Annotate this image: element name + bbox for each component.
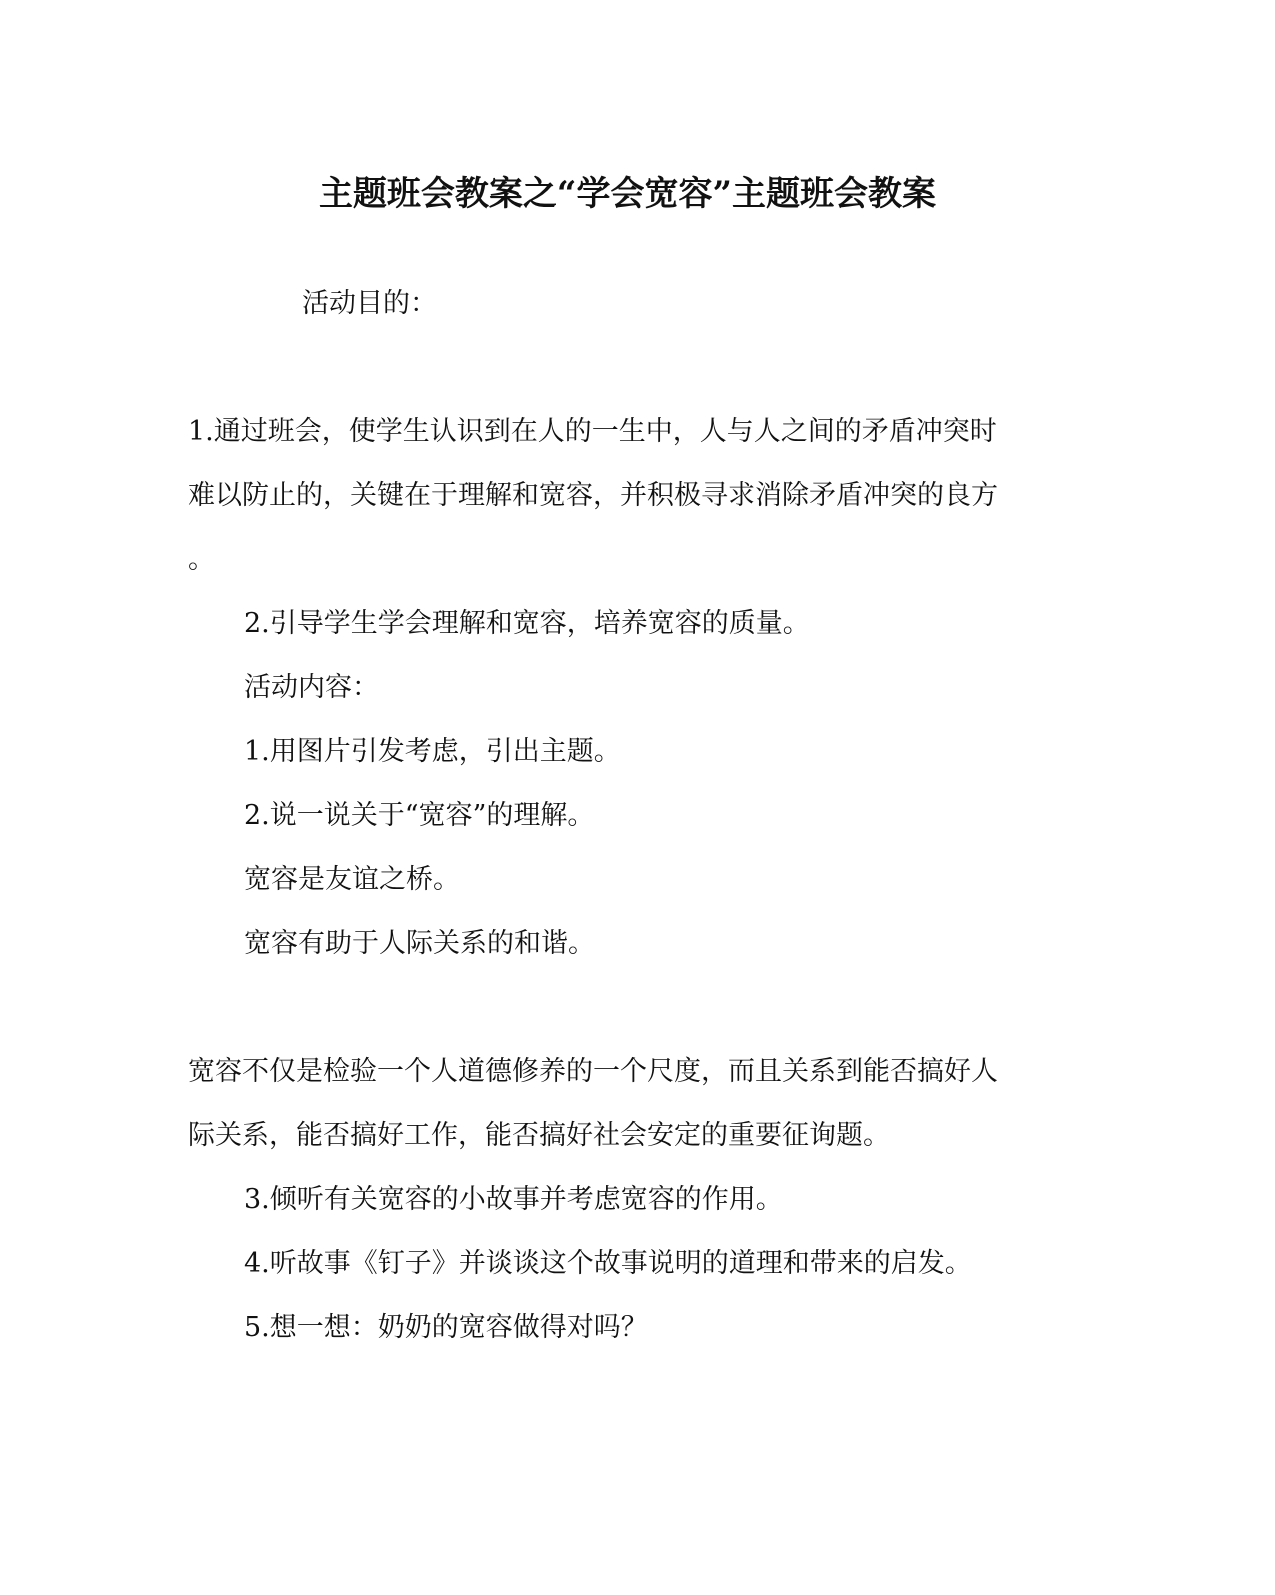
purpose-item-1-line-2: 难以防止的，关键在于理解和宽容，并积极寻求消除矛盾冲突的良方 [188, 480, 998, 511]
purpose-heading: 活动目的： [302, 288, 437, 319]
content-item-3: 3.倾听有关宽容的小故事并考虑宽容的作用。 [244, 1184, 783, 1215]
content-item-2: 2.说一说关于“宽容”的理解。 [244, 800, 595, 831]
content-point-2: 宽容有助于人际关系的和谐。 [244, 928, 595, 959]
purpose-item-1-line-1: 1.通过班会，使学生认识到在人的一生中，人与人之间的矛盾冲突时 [188, 416, 997, 447]
content-paragraph-line-1: 宽容不仅是检验一个人道德修养的一个尺度，而且关系到能否搞好人 [188, 1056, 998, 1087]
page-title: 主题班会教案之“学会宽容”主题班会教案 [318, 174, 937, 214]
content-item-5: 5.想一想：奶奶的宽容做得对吗？ [244, 1312, 648, 1343]
content-item-4: 4.听故事《钉子》并谈谈这个故事说明的道理和带来的启发。 [244, 1248, 972, 1279]
content-item-1: 1.用图片引发考虑，引出主题。 [244, 736, 621, 767]
purpose-item-2: 2.引导学生学会理解和宽容，培养宽容的质量。 [244, 608, 810, 639]
purpose-item-1-line-3: 。 [188, 544, 215, 575]
content-paragraph-line-2: 际关系，能否搞好工作，能否搞好社会安定的重要征询题。 [188, 1120, 890, 1151]
content-point-1: 宽容是友谊之桥。 [244, 864, 460, 895]
content-heading: 活动内容： [244, 672, 379, 703]
